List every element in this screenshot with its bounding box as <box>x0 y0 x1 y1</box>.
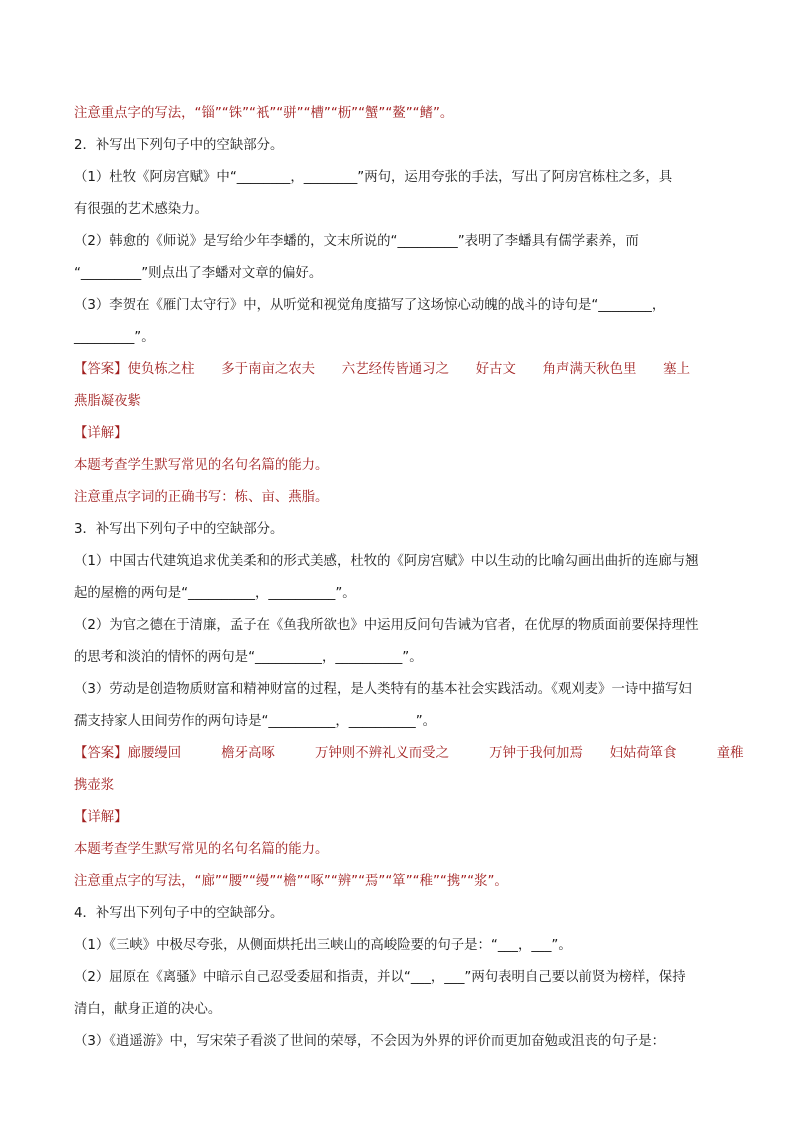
question-text: （3）李贺在《雁门太守行》中，从听觉和视觉角度描写了这场惊心动魄的战斗的诗句是“________， <box>74 298 666 313</box>
question-heading: 2．补写出下列句子中的空缺部分。 <box>74 138 284 153</box>
answer-line: 燕脂凝夜紫 <box>74 394 141 409</box>
explanation-text: 注意重点字词的正确书写：栋、亩、燕脂。 <box>74 490 329 505</box>
question-text: （2）屈原在《离骚》中暗示自己忍受委屈和指责，并以“___，___”两句表明自己要以前贤为榜样，保持 <box>74 970 686 985</box>
explanation-tag: 【详解】 <box>74 810 128 825</box>
explanation-text: 本题考查学生默写常见的名句名篇的能力。 <box>74 458 329 473</box>
answer-line: 【答案】使负栋之柱 多于南亩之农夫 六艺经传皆通习之 好古文 角声满天秋色里 塞上 <box>74 362 690 377</box>
question-text: 清白，献身正道的决心。 <box>74 1002 222 1017</box>
answer-line: 携壶浆 <box>74 778 115 793</box>
question-text: （2）为官之德在于清廉，孟子在《鱼我所欲也》中运用反问句告诫为官者，在优厚的物质面前要保持理性 <box>74 618 699 633</box>
question-text: （1）杜牧《阿房宫赋》中“________，________”两句，运用夸张的手法，写出了阿房宫栋柱之多，具 <box>74 170 673 185</box>
explanation-tag: 【详解】 <box>74 426 128 441</box>
question-text: （3）《逍遥游》中，写宋荣子看淡了世间的荣辱，不会因为外界的评价而更加奋勉或沮丧的句子是： <box>74 1034 666 1049</box>
question-text: （2）韩愈的《师说》是写给少年李蟠的，文末所说的“_________”表明了李蟠具有儒学素养，而 <box>74 234 639 249</box>
question-text: 有很强的艺术感染力。 <box>74 202 208 217</box>
explanation-text: 注意重点字的写法，“廊”“腰”“缦”“檐”“啄”“辨”“焉”“箪”“稚”“携”“浆”。 <box>74 874 508 889</box>
question-text: （1）中国古代建筑追求优美柔和的形式美感，杜牧的《阿房宫赋》中以生动的比喻勾画出曲折的连廊与翘 <box>74 554 699 569</box>
question-text: 的思考和淡泊的情怀的两句是“__________，__________”。 <box>74 650 423 665</box>
answer-line: 【答案】廊腰缦回 檐牙高啄 万钟则不辨礼义而受之 万钟于我何加焉 妇姑荷箪食 童稚 <box>74 746 744 761</box>
question-text: （1）《三峡》中极尽夸张，从侧面烘托出三峡山的高峻险要的句子是：“___，___”。 <box>74 938 572 953</box>
question-text: 孺支持家人田间劳作的两句诗是“__________，__________”。 <box>74 714 437 729</box>
question-text: _________”。 <box>74 330 155 345</box>
question-heading: 4．补写出下列句子中的空缺部分。 <box>74 906 284 921</box>
question-text: “_________”则点出了李蟠对文章的偏好。 <box>74 266 323 281</box>
explanation-text: 本题考查学生默写常见的名句名篇的能力。 <box>74 842 329 857</box>
question-text: （3）劳动是创造物质财富和精神财富的过程，是人类特有的基本社会实践活动。《观刈麦》一诗中描写妇 <box>74 682 692 697</box>
note-line: 注意重点字的写法，“锱”“铢”“衹”“骈”“槽”“枥”“蟹”“鳌”“鳍”。 <box>74 106 454 121</box>
question-text: 起的屋檐的两句是“__________，__________”。 <box>74 586 356 601</box>
question-heading: 3．补写出下列句子中的空缺部分。 <box>74 522 284 537</box>
